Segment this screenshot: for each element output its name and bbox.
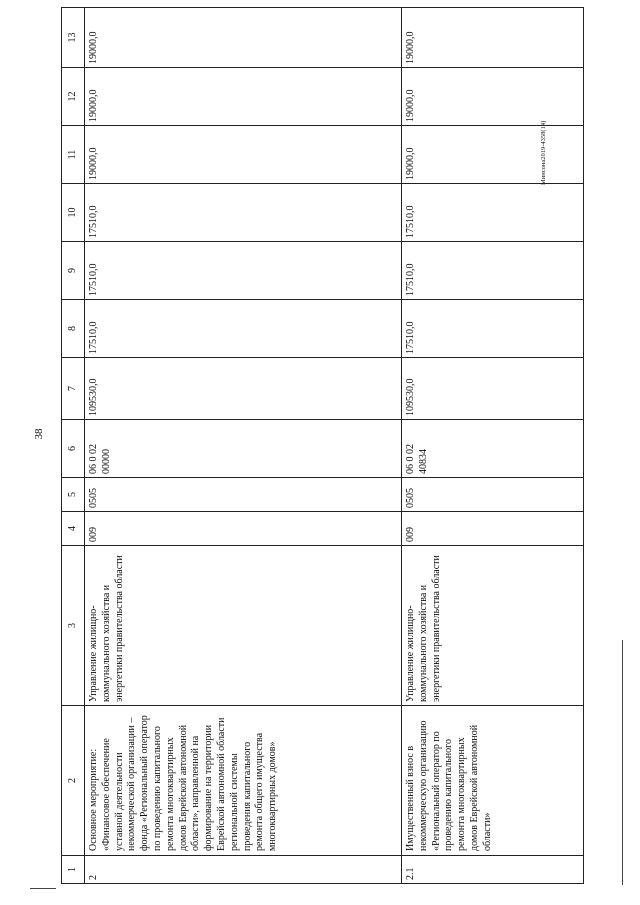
ministry-code: 009: [85, 512, 402, 546]
header-cell: 12: [62, 68, 85, 126]
year-amount: 19000,0: [402, 8, 584, 68]
total-amount: 109530,0: [402, 358, 584, 420]
executor: Управление жилищно-коммунального хозяйства и энергетики правительства области: [402, 546, 584, 706]
year-amount: 17510,0: [402, 242, 584, 300]
table-row: [85, 8, 402, 884]
document-stamp: Минсона2019-4358(14): [540, 120, 547, 185]
header-cell: 5: [62, 478, 85, 512]
row-number: 2.1: [402, 856, 584, 884]
total-amount: 109530,0: [85, 358, 402, 420]
year-amount: 19000,0: [402, 126, 584, 184]
year-amount: 19000,0: [85, 8, 402, 68]
year-amount: 19000,0: [85, 126, 402, 184]
year-amount: 17510,0: [402, 184, 584, 242]
header-cell: 1: [62, 856, 85, 884]
measure-name: Имущественный взнос в некоммерческую организацию «Региональный оператор по проведению капитального ремонта многоквартирных домов Еврейской автономной области»: [402, 706, 584, 856]
year-amount: 17510,0: [402, 300, 584, 358]
header-cell: 6: [62, 420, 85, 478]
margin-divider: [622, 640, 623, 885]
header-cell: 9: [62, 242, 85, 300]
section-code: 0505: [85, 478, 402, 512]
header-cell: 10: [62, 184, 85, 242]
budget-table-container: [61, 8, 586, 884]
target-article: 06 0 02 00000: [85, 420, 402, 478]
year-amount: 17510,0: [85, 300, 402, 358]
target-article: 06 0 02 40834: [402, 420, 584, 478]
table-header-row: [62, 8, 85, 884]
header-cell: 3: [62, 546, 85, 706]
executor: Управление жилищно-коммунального хозяйства и энергетики правительства области: [85, 546, 402, 706]
header-cell: 11: [62, 126, 85, 184]
header-cell: 2: [62, 706, 85, 856]
year-amount: 19000,0: [402, 68, 584, 126]
page-number: 38: [33, 428, 45, 440]
header-cell: 8: [62, 300, 85, 358]
year-amount: 17510,0: [85, 184, 402, 242]
header-cell: 4: [62, 512, 85, 546]
budget-table: [61, 7, 584, 884]
section-code: 0505: [402, 478, 584, 512]
header-cell: 13: [62, 8, 85, 68]
measure-name: Основное мероприятие: «Финансовое обеспечение уставной деятельности некоммерческой организации – фонда «Региональный оператор по проведению капитального ремонта многоквартирных домов Еврейской автономной области», направленной на формирование на территории Еврейской автономной области региональной системы проведения капитального ремонта общего имущества многоквартирных домов»: [85, 706, 402, 856]
table-row: [402, 8, 584, 884]
ministry-code: 009: [402, 512, 584, 546]
year-amount: 17510,0: [85, 242, 402, 300]
year-amount: 19000,0: [85, 68, 402, 126]
footer-divider: [30, 888, 56, 889]
row-number: 2: [85, 856, 402, 884]
header-cell: 7: [62, 358, 85, 420]
